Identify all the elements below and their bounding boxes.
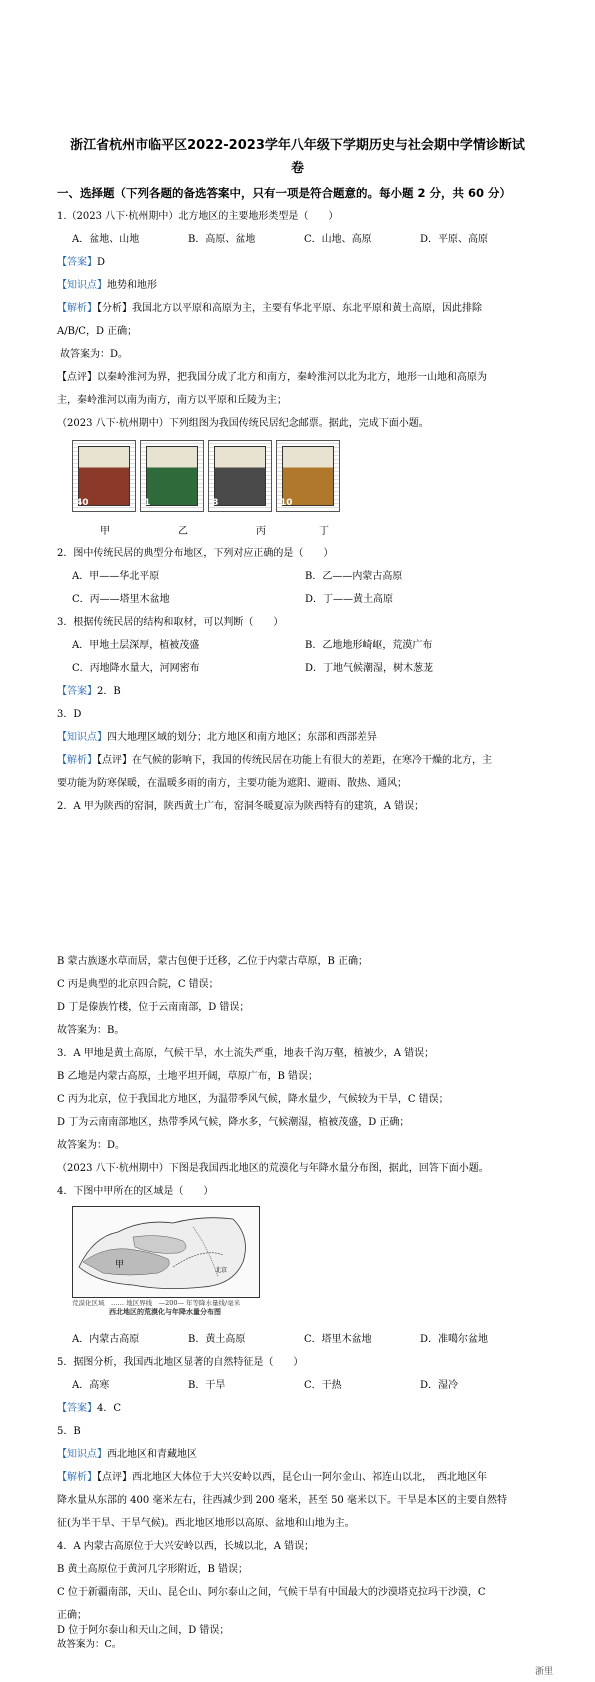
stamp-label-yi: 乙 [178,526,188,537]
q4-option-d: D．准噶尔盆地 [420,1334,489,1345]
group4-analysis-2: 降水量从东部的 400 毫米左右，往西减少到 200 毫米，甚至 50 毫米以下。干旱是本区的主要自然特 [57,1495,507,1506]
analysis-text: 【分析】我国北方以平原和高原为主，主要有华北平原、东北平原和黄土高原，因此排除 [97,303,482,314]
q4-explain-d: D 位于阿尔泰山和天山之间，D 错误； [57,1625,230,1636]
q1-option-b: B．高原、盆地 [188,234,256,245]
q4-explain-a: 4．A 内蒙古高原位于大兴安岭以西，长城以北，A 错误； [57,1541,315,1552]
q1-knowledge-point [57,279,157,293]
group4-answer-2: 5．B [57,1426,81,1437]
q5-option-d: D．湿冷 [420,1380,459,1391]
q1-comment-2: 主，秦岭淮河以南为南方，南方以平原和丘陵为主； [57,395,287,406]
q1-final: 故答案为：D。 [60,349,129,360]
answer-tag: 【答案】 [57,686,97,697]
q4-explain-c-cont: 正确； [57,1610,87,1621]
q1-analysis-1 [57,302,482,316]
stamp-label-ding: 丁 [319,526,329,537]
group4-answer [57,1402,121,1416]
section-heading: 一、选择题（下列各题的备选答案中，只有一项是符合题意的。每小题 2 分，共 60 分） [57,186,512,200]
knowledge-tag: 【知识点】 [57,732,107,743]
q2-option-b: B．乙——内蒙古高原 [305,571,403,582]
knowledge-value: 四大地理区域的划分；北方地区和南方地区；东部和西部差异 [107,732,377,743]
q5-option-c: C．干热 [304,1380,342,1391]
group4-analysis-3: 征(为半干旱、干旱气候)。西北地区地形以高原、盆地和山地为主。 [57,1518,355,1529]
q3-explain-d: D 丁为云南南部地区，热带季风气候，降水多，气候潮湿，植被茂盛，D 正确； [57,1117,410,1128]
stamp-image-bing [208,440,272,512]
group2-analysis-2: 要功能为防寒保暖，在温暖多雨的南方，主要功能为遮阳、避雨、散热、通风； [57,778,407,789]
desertification-map [72,1206,260,1298]
q4-explain-c: C 位于新疆南部，天山、昆仑山、阿尔泰山之间，气候干旱有中国最大的沙漠塔克拉玛干沙漠，C [57,1587,486,1598]
knowledge-tag: 【知识点】 [57,280,107,291]
q3-final: 故答案为：D。 [57,1140,126,1151]
group2-answer-2: 3．D [57,709,82,720]
q3-explain-c: C 丙为北京，位于我国北方地区，为温带季风气候，降水量少，气候较为干旱，C 错误； [57,1094,449,1105]
q4-option-b: B．黄土高原 [188,1334,246,1345]
map-title: 西北地区的荒漠化与年降水量分布图 [109,1307,221,1316]
knowledge-value: 西北地区和青藏地区 [107,1449,197,1460]
group2-intro: （2023 八下·杭州期中）下列组图为我国传统民居纪念邮票。据此，完成下面小题。 [57,418,429,429]
group2-analysis-1 [57,754,492,768]
map-legend: 荒漠化区域 …… 地区界线 —200— 年等降水量线/毫米 [72,1299,241,1307]
analysis-tag: 【解析】 [57,303,97,314]
knowledge-tag: 【知识点】 [57,1449,107,1460]
group2-answer [57,685,121,699]
q3-option-b: B．乙地地形崎岖，荒漠广布 [305,640,433,651]
q2-explain-c: C 丙是典型的北京四合院，C 错误； [57,979,219,990]
q1-answer [57,256,105,270]
q2-option-a: A．甲——华北平原 [72,571,160,582]
q2-option-d: D．丁——黄土高原 [305,594,394,605]
group4-intro: （2023 八下·杭州期中）下图是我国西北地区的荒漠化与年降水量分布图，据此，回答下面小题。 [57,1163,489,1174]
q5-option-b: B．干旱 [188,1380,226,1391]
stamp-value: 10 [280,498,293,508]
q3-explain-a: 3．A 甲地是黄土高原，气候干旱，水土流失严重，地表千沟万壑，植被少，A 错误； [57,1048,435,1059]
stamp-images [72,440,348,512]
question-5-stem: 5．据图分析，我国西北地区显著的自然特征是（ ） [57,1357,304,1368]
stamp-value: 8 [212,498,219,508]
answer-value: 2．B [97,686,121,697]
stamp-label-jia: 甲 [100,526,110,537]
q4-explain-b: B 黄土高原位于黄河几字形附近，B 错误； [57,1564,249,1575]
q3-option-d: D．丁地气候潮湿，树木葱茏 [305,663,434,674]
q3-option-a: A．甲地土层深厚，植被茂盛 [72,640,200,651]
q4-option-c: C．塔里木盆地 [304,1334,372,1345]
knowledge-value: 地势和地形 [107,280,157,291]
stamp-image-jia [72,440,136,512]
answer-value: 4．C [97,1403,122,1414]
map-label-jia: 甲 [115,1260,125,1270]
q5-option-a: A．高寒 [72,1380,110,1391]
stamp-value: 40 [76,498,89,508]
q1-analysis-2: A/B/C，D 正确； [57,326,138,337]
map-figure [73,1207,259,1297]
q1-option-c: C．山地、高原 [304,234,372,245]
footer-mark: 浙里 [534,1667,553,1677]
answer-value: D [97,257,106,268]
q4-final: 故答案为：C。 [57,1639,122,1650]
answer-tag: 【答案】 [57,1403,97,1414]
question-3-stem: 3．根据传统民居的结构和取材，可以判断（ ） [57,617,284,628]
analysis-tag: 【解析】 [57,755,97,766]
q2-explain-d: D 丁是傣族竹楼，位于云南南部，D 错误； [57,1002,250,1013]
q1-comment-1: 【点评】以秦岭淮河为界，把我国分成了北方和南方，秦岭淮河以北为北方，地形一山地和高原为 [57,372,487,383]
stamp-label-bing: 丙 [256,526,266,537]
q3-explain-b: B 乙地是内蒙古高原，土地平坦开阔，草原广布，B 错误； [57,1071,319,1082]
q2-final: 故答案为：B。 [57,1025,125,1036]
analysis-text: 【点评】在气候的影响下，我国的传统民居在功能上有很大的差距，在寒冷干燥的北方，主 [97,755,492,766]
analysis-tag: 【解析】 [57,1472,97,1483]
group4-knowledge-point [57,1448,197,1462]
group4-analysis-1 [57,1471,487,1485]
q1-option-a: A．盆地、山地 [72,234,140,245]
q2-explain-b: B 蒙古族逐水草而居，蒙古包便于迁移，乙位于内蒙古草原，B 正确； [57,956,369,967]
stamp-value: 1 [144,498,151,508]
answer-tag: 【答案】 [57,257,97,268]
document-title-line1: 浙江省杭州市临平区2022-2023学年八年级下学期历史与社会期中学情诊断试 [70,138,525,153]
map-label-beijing: 北京 [215,1267,228,1274]
question-1-stem: 1.（2023 八下·杭州期中）北方地区的主要地形类型是（ ） [57,211,339,222]
group2-knowledge-point [57,731,377,745]
q4-option-a: A．内蒙古高原 [72,1334,140,1345]
document-title-line2: 卷 [290,161,304,176]
q1-option-d: D．平原、高原 [420,234,489,245]
stamp-image-yi [140,440,204,512]
question-4-stem: 4．下图中甲所在的区域是（ ） [57,1186,214,1197]
question-2-stem: 2．图中传统民居的典型分布地区，下列对应正确的是（ ） [57,548,334,559]
stamp-image-ding [276,440,340,512]
q2-explain-a: 2．A 甲为陕西的窑洞，陕西黄土广布，窑洞冬暖夏凉为陕西特有的建筑，A 错误； [57,801,425,812]
analysis-text: 【点评】西北地区大体位于大兴安岭以西，昆仑山一阿尔金山、祁连山以北， 西北地区年 [97,1472,487,1483]
q2-option-c: C．丙——塔里木盆地 [72,594,170,605]
q3-option-c: C．丙地降水量大，河网密布 [72,663,200,674]
